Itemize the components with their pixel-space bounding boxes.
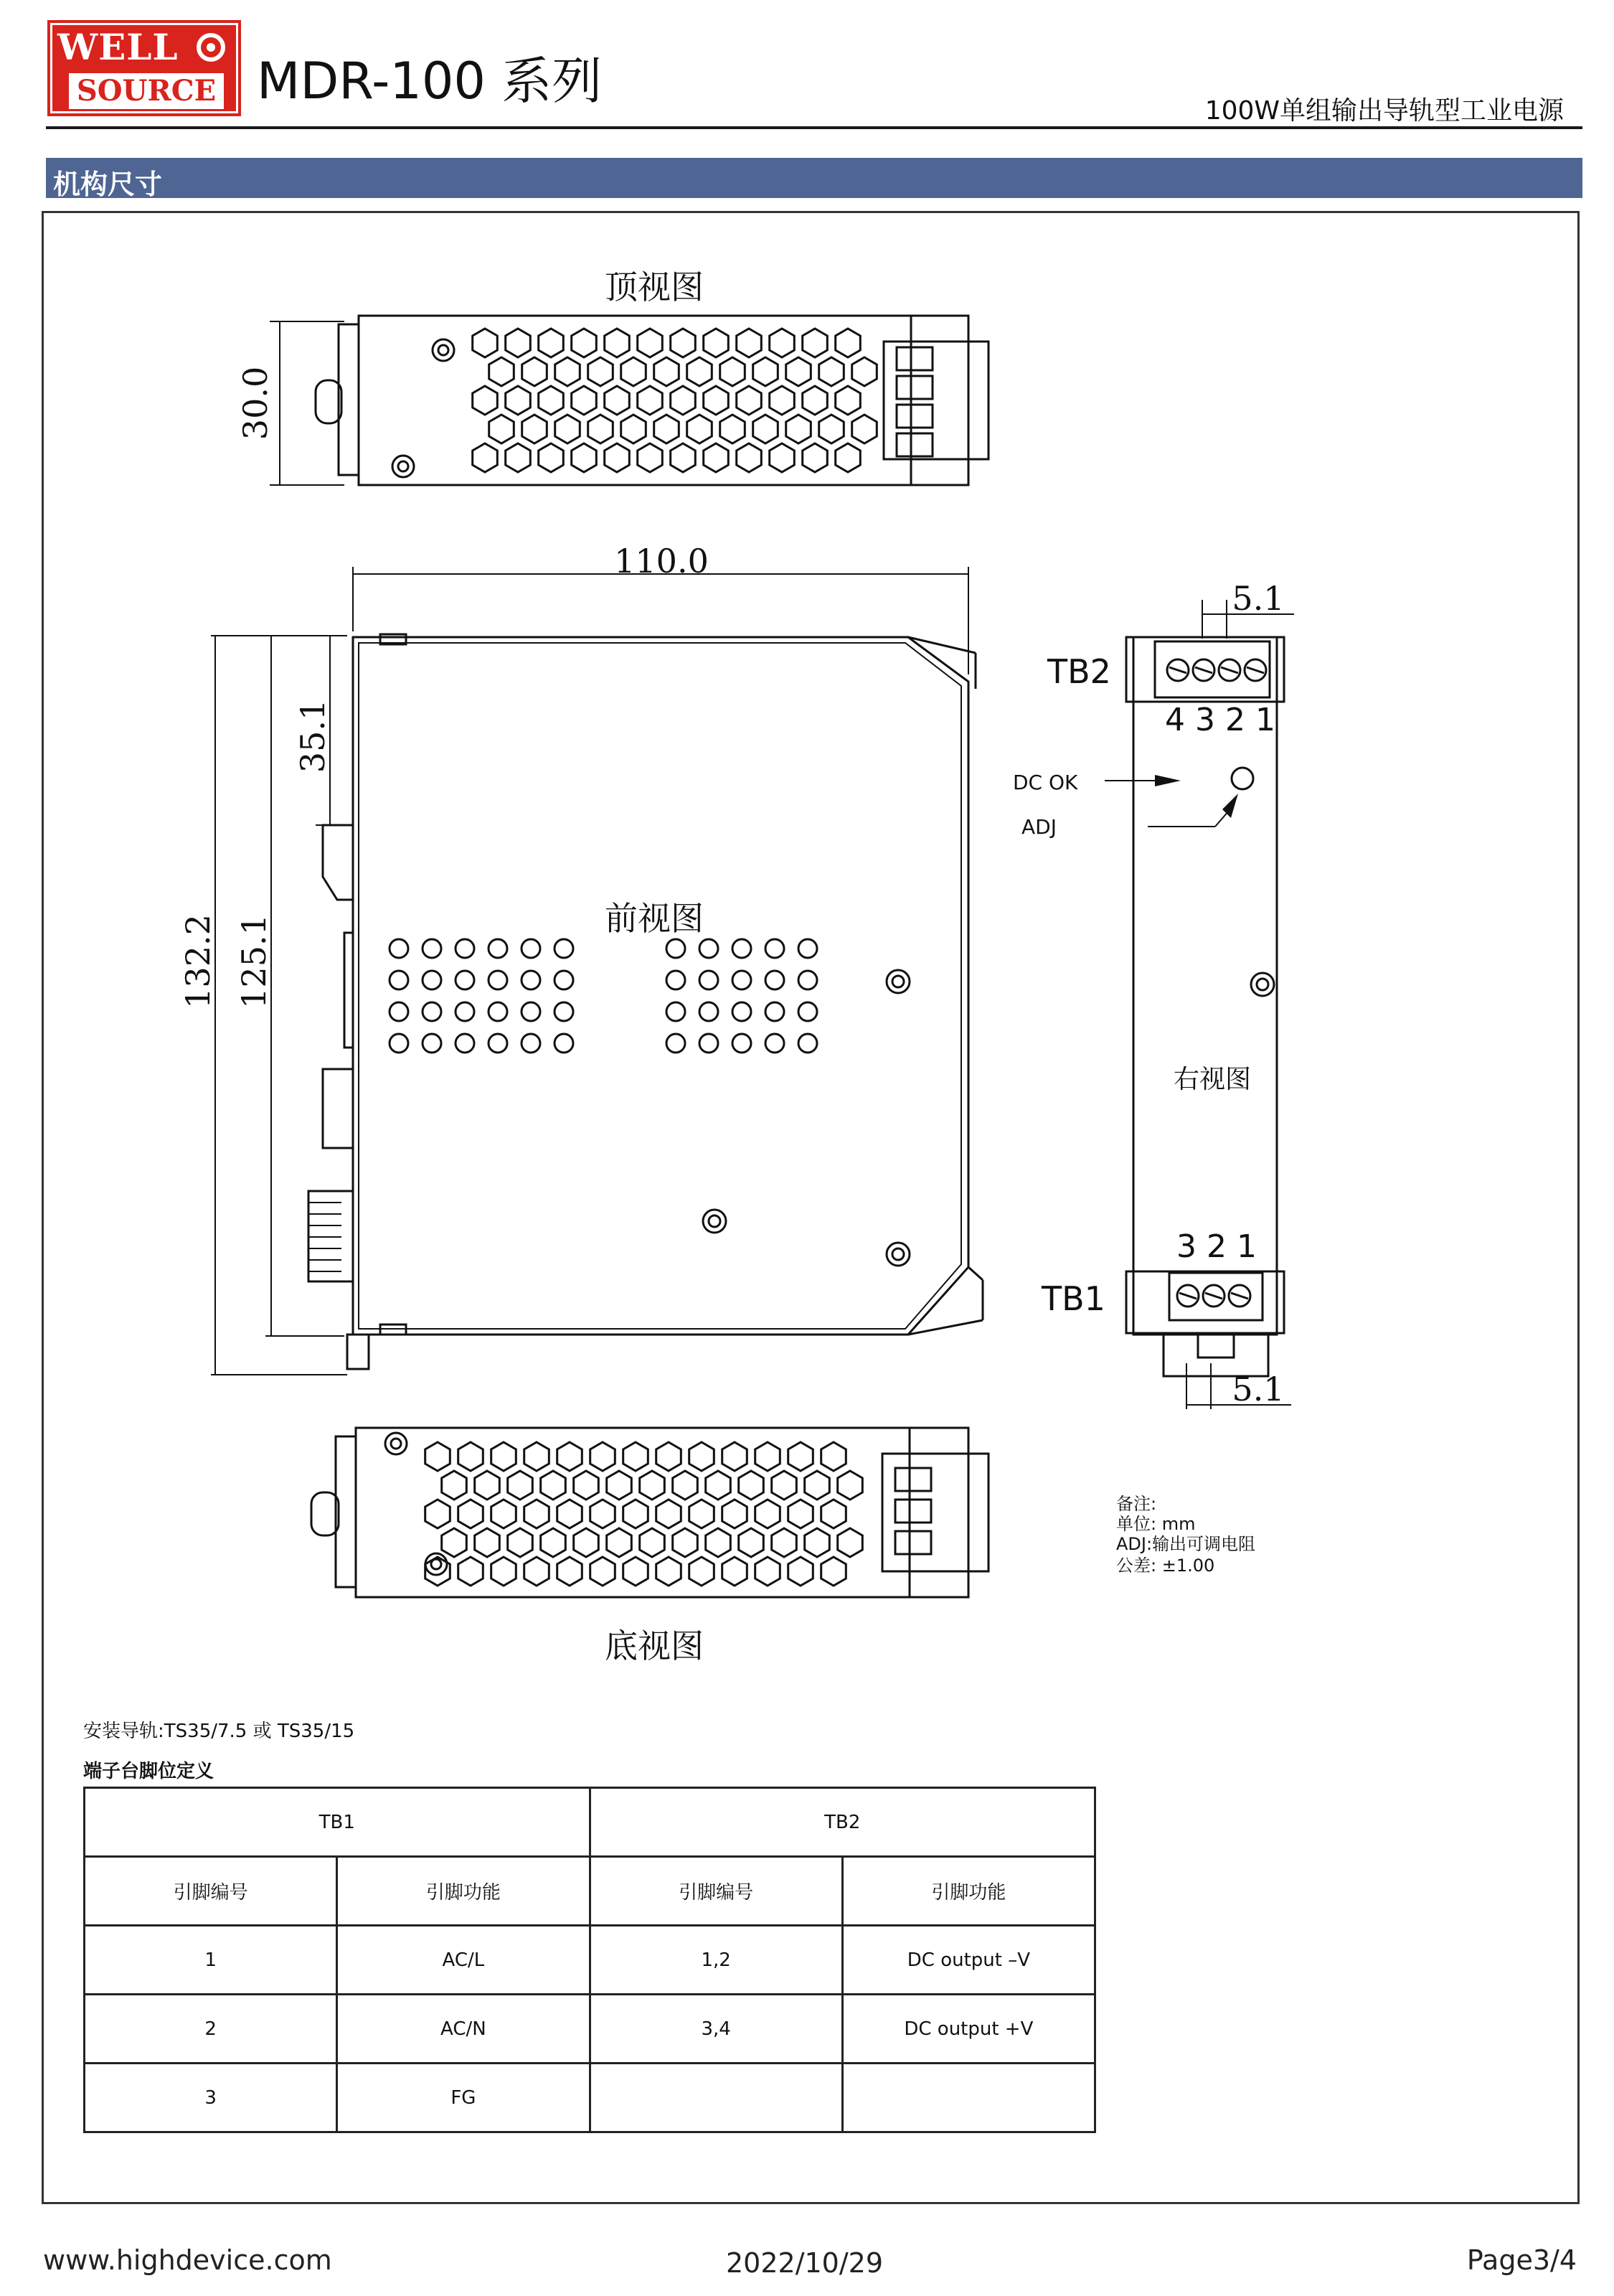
vent-hole: [554, 971, 573, 989]
table-row: [85, 2064, 1095, 2132]
vent-hex: [623, 1500, 648, 1528]
vent-hole: [666, 1034, 685, 1053]
vent-hex: [524, 1500, 549, 1528]
vent-hole: [554, 1002, 573, 1021]
vent-hex: [574, 1528, 599, 1557]
bottom-view-label: 底视图: [605, 1627, 704, 1665]
vent-hole: [765, 1002, 784, 1021]
vent-hex: [555, 357, 580, 386]
vent-hex: [425, 1500, 450, 1528]
vent-hex: [772, 1528, 797, 1557]
vent-hole: [489, 971, 507, 989]
col-tb2-pin: 引脚编号: [590, 1857, 842, 1926]
vent-hex: [737, 443, 762, 472]
vent-hex: [621, 357, 646, 386]
vent-hole: [798, 1002, 817, 1021]
vent-hex: [803, 386, 828, 415]
vent-hex: [491, 1442, 516, 1471]
vent-hole: [522, 971, 540, 989]
vent-hex: [442, 1528, 467, 1557]
pin-definition-table: [83, 1787, 1096, 2133]
vent-hex: [786, 415, 811, 443]
vent-hex: [821, 1500, 846, 1528]
vent-hole: [456, 1002, 474, 1021]
vent-hex: [473, 386, 498, 415]
top-view-label: 顶视图: [605, 268, 704, 306]
col-tb1-pin: 引脚编号: [85, 1857, 337, 1926]
dim-width: 110.0: [614, 542, 709, 580]
vent-hex: [720, 415, 745, 443]
vent-hex: [819, 415, 844, 443]
cell: 1,2: [590, 1926, 842, 1995]
vent-hex: [722, 1442, 747, 1471]
vent-hex: [687, 357, 712, 386]
vent-hex: [607, 1471, 632, 1500]
footer-date: 2022/10/29: [726, 2247, 884, 2279]
vent-hex: [623, 1442, 648, 1471]
vent-hex: [671, 329, 696, 357]
mounting-rail-text: 安装导轨:TS35/7.5 或 TS35/15: [83, 1721, 355, 1742]
vent-hex: [590, 1500, 615, 1528]
product-subtitle: 100W单组输出导轨型工业电源: [1204, 96, 1564, 126]
vent-hex: [489, 357, 514, 386]
vent-hex: [706, 1471, 731, 1500]
group-tb1: TB1: [85, 1788, 590, 1857]
vent-hole: [554, 939, 573, 958]
vent-hex: [475, 1528, 500, 1557]
vent-hex: [508, 1528, 533, 1557]
cell: AC/L: [337, 1926, 590, 1995]
vent-hex: [819, 357, 844, 386]
dc-ok-arrow-icon: [1155, 775, 1181, 786]
vent-hex: [770, 329, 795, 357]
vent-hex: [638, 329, 663, 357]
vent-hex: [539, 386, 564, 415]
vent-hex: [508, 1471, 533, 1500]
vent-hole: [732, 1002, 751, 1021]
vent-hex: [737, 386, 762, 415]
vent-hole: [522, 1034, 540, 1053]
vent-hex: [588, 415, 613, 443]
vent-hex: [704, 443, 729, 472]
vent-hole: [522, 1002, 540, 1021]
vent-hole: [423, 1034, 441, 1053]
vent-hex: [673, 1471, 698, 1500]
vent-hole: [423, 971, 441, 989]
tb1-label: TB1: [1042, 1279, 1105, 1318]
vent-hex: [852, 415, 877, 443]
vent-hex: [673, 1528, 698, 1557]
cell: DC output +V: [842, 1995, 1095, 2064]
vent-hex: [640, 1528, 665, 1557]
vent-hex: [623, 1557, 648, 1586]
vent-hex: [475, 1471, 500, 1500]
vent-hex: [687, 415, 712, 443]
vent-hex: [489, 415, 514, 443]
adj-arrow-icon: [1222, 794, 1238, 818]
vent-hex: [755, 1442, 780, 1471]
front-view: [211, 567, 983, 1375]
vent-hex: [473, 329, 498, 357]
vent-hex: [755, 1557, 780, 1586]
vent-hex: [803, 329, 828, 357]
vent-hex: [425, 1442, 450, 1471]
model-title: MDR-100 系列: [257, 52, 603, 110]
vent-hex: [491, 1500, 516, 1528]
vent-hole: [456, 1034, 474, 1053]
vent-hex: [491, 1557, 516, 1586]
vent-hex: [821, 1442, 846, 1471]
tb1-pins: 3 2 1: [1176, 1228, 1257, 1265]
vent-hex: [572, 386, 597, 415]
vent-hex: [590, 1557, 615, 1586]
vent-hole: [456, 939, 474, 958]
vent-hex: [588, 357, 613, 386]
vent-hex: [621, 415, 646, 443]
vent-hex: [656, 1500, 681, 1528]
vent-hex: [442, 1471, 467, 1500]
cell: 3: [85, 2064, 337, 2132]
vent-hole: [489, 1002, 507, 1021]
vent-hex: [803, 443, 828, 472]
vent-hex: [638, 443, 663, 472]
adj-label: ADJ: [1021, 815, 1057, 839]
bottom-view: [311, 1428, 988, 1597]
col-tb2-func: 引脚功能: [842, 1857, 1095, 1926]
vent-hole: [699, 939, 718, 958]
vent-hole: [666, 1002, 685, 1021]
vent-hex: [704, 386, 729, 415]
vent-hex: [704, 329, 729, 357]
vent-hole: [699, 1002, 718, 1021]
vent-hex: [786, 357, 811, 386]
notes-adj: ADJ:输出可调电阻: [1116, 1534, 1256, 1554]
cell: DC output –V: [842, 1926, 1095, 1995]
vent-hex: [720, 357, 745, 386]
vent-hex: [836, 386, 861, 415]
vent-hex: [574, 1471, 599, 1500]
table-header-row: [85, 1857, 1095, 1926]
vent-hole: [522, 939, 540, 958]
vent-hex: [805, 1471, 830, 1500]
vent-hole: [732, 939, 751, 958]
vent-hex: [605, 443, 630, 472]
vent-hole: [765, 939, 784, 958]
vent-hex: [671, 386, 696, 415]
vent-hex: [821, 1557, 846, 1586]
vent-hex: [722, 1557, 747, 1586]
cell: [590, 2064, 842, 2132]
vent-hex: [852, 357, 877, 386]
vent-hole: [554, 1034, 573, 1053]
vent-hex: [572, 329, 597, 357]
vent-hex: [607, 1528, 632, 1557]
vent-hex: [539, 443, 564, 472]
vent-hex: [506, 386, 531, 415]
vent-hex: [753, 357, 778, 386]
vent-hex: [788, 1557, 813, 1586]
vent-hole: [390, 971, 408, 989]
vent-hex: [722, 1500, 747, 1528]
vent-hex: [539, 329, 564, 357]
vent-hole: [423, 1002, 441, 1021]
vent-hex: [770, 443, 795, 472]
cell: [842, 2064, 1095, 2132]
notes-tolerance: 公差: ±1.00: [1116, 1556, 1215, 1576]
vent-hex: [524, 1442, 549, 1471]
vent-hex: [836, 329, 861, 357]
vent-hole: [666, 939, 685, 958]
tb2-pins: 4 3 2 1: [1165, 702, 1275, 738]
dim-rail-offset: 35.1: [293, 699, 332, 773]
vent-hex: [770, 386, 795, 415]
dim-depth: 30.0: [236, 366, 275, 441]
vent-hole: [765, 971, 784, 989]
footer-url: www.highdevice.com: [43, 2244, 332, 2276]
vent-hex: [838, 1528, 863, 1557]
vent-hex: [689, 1557, 714, 1586]
right-view-label: 右视图: [1173, 1065, 1252, 1094]
vent-hex: [638, 386, 663, 415]
notes-title: 备注:: [1116, 1494, 1157, 1514]
logo-text-bottom: SOURCE: [69, 73, 224, 109]
dim-tb2-pitch: 5.1: [1232, 579, 1285, 618]
vent-hole: [390, 939, 408, 958]
vent-hex: [557, 1500, 582, 1528]
dim-height-body: 125.1: [235, 914, 273, 1009]
vent-hex: [689, 1442, 714, 1471]
vent-hex: [671, 443, 696, 472]
vent-hex: [788, 1500, 813, 1528]
front-view-label: 前视图: [605, 899, 704, 938]
vent-hex: [506, 329, 531, 357]
vent-hex: [522, 415, 547, 443]
logo-text-top: WELL: [57, 26, 179, 68]
vent-hex: [753, 415, 778, 443]
vent-hole: [765, 1034, 784, 1053]
cell: 2: [85, 1995, 337, 2064]
vent-hex: [473, 443, 498, 472]
vent-hex: [522, 357, 547, 386]
vent-hex: [506, 443, 531, 472]
tb2-label: TB2: [1047, 652, 1111, 691]
vent-hole: [489, 939, 507, 958]
vent-hex: [772, 1471, 797, 1500]
vent-hex: [555, 415, 580, 443]
vent-hex: [689, 1500, 714, 1528]
vent-hole: [423, 939, 441, 958]
vent-hex: [805, 1528, 830, 1557]
vent-hex: [557, 1557, 582, 1586]
group-tb2: TB2: [590, 1788, 1095, 1857]
col-tb1-func: 引脚功能: [337, 1857, 590, 1926]
vent-hex: [541, 1528, 566, 1557]
section-title: 机构尺寸: [53, 169, 163, 200]
vent-hex: [605, 386, 630, 415]
cell: 1: [85, 1926, 337, 1995]
vent-hex: [654, 357, 679, 386]
vent-hole: [732, 1034, 751, 1053]
vent-hole: [699, 1034, 718, 1053]
vent-hex: [737, 329, 762, 357]
vent-hex: [739, 1471, 764, 1500]
vent-hole: [390, 1002, 408, 1021]
footer-page: Page3/4: [1466, 2244, 1577, 2276]
vent-hole: [699, 971, 718, 989]
vent-hex: [706, 1528, 731, 1557]
vent-hole: [456, 971, 474, 989]
vent-hex: [640, 1471, 665, 1500]
vent-hex: [656, 1557, 681, 1586]
table-row: [85, 1995, 1095, 2064]
vent-hole: [798, 939, 817, 958]
vent-hex: [836, 443, 861, 472]
vent-hex: [557, 1442, 582, 1471]
vent-hex: [755, 1500, 780, 1528]
vent-hex: [458, 1442, 483, 1471]
vent-hole: [732, 971, 751, 989]
table-group-row: [85, 1788, 1095, 1857]
vent-hex: [572, 443, 597, 472]
vent-hex: [541, 1471, 566, 1500]
vent-hole: [666, 971, 685, 989]
notes-unit: 单位: mm: [1116, 1514, 1196, 1534]
vent-hex: [605, 329, 630, 357]
vent-hex: [739, 1528, 764, 1557]
vent-hole: [798, 971, 817, 989]
vent-hex: [590, 1442, 615, 1471]
vent-hex: [656, 1442, 681, 1471]
vent-hole: [390, 1034, 408, 1053]
cell: AC/N: [337, 1995, 590, 2064]
vent-hex: [458, 1557, 483, 1586]
vent-hex: [458, 1500, 483, 1528]
vent-hex: [524, 1557, 549, 1586]
dim-tb1-pitch: 5.1: [1232, 1370, 1285, 1408]
cell: FG: [337, 2064, 590, 2132]
vent-hole: [798, 1034, 817, 1053]
vent-hex: [788, 1442, 813, 1471]
dc-ok-label: DC OK: [1013, 771, 1078, 794]
vent-hex: [838, 1471, 863, 1500]
cell: 3,4: [590, 1995, 842, 2064]
table-row: [85, 1926, 1095, 1995]
vent-hole: [489, 1034, 507, 1053]
table-title: 端子台脚位定义: [83, 1761, 214, 1782]
vent-hex: [654, 415, 679, 443]
dim-height-total: 132.2: [179, 914, 217, 1009]
